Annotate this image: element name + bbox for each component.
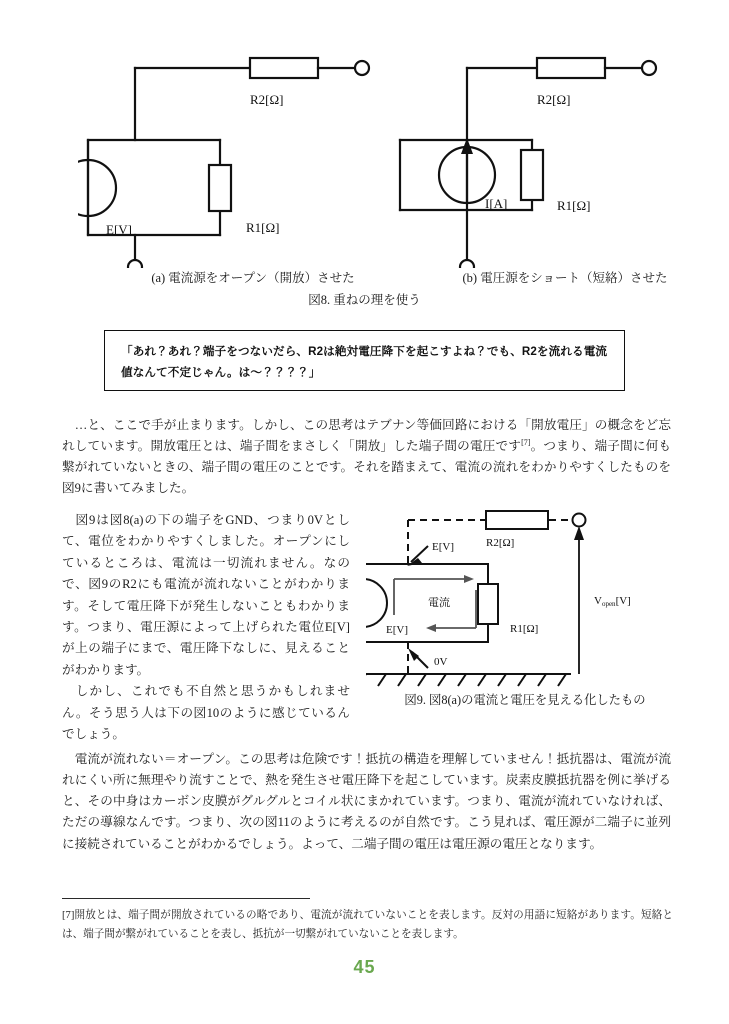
figure-9-svg <box>366 502 686 712</box>
resistor-r2-label: R2[Ω] <box>250 92 284 107</box>
page-number: 45 <box>353 957 376 977</box>
circuit-b-svg <box>392 38 712 268</box>
vopen-label <box>594 595 631 608</box>
source-label-ev: E[V] <box>106 222 132 237</box>
figure-8a-caption: (a) 電流源をオープン（開放）させた <box>151 271 355 285</box>
vopen-unit: [V] <box>615 595 631 607</box>
callout-quote-box <box>104 330 625 391</box>
paragraph-fig9-explanation: 図9は図8(a)の下の端子をGND、つまり0Vとして、電位をわかりやすくしました。オープンにしているところは、電流は一切流れません。なので、図9のR2にも電流が流れないことがわかります。そして電圧降下が発生しないこともわかります。つまり、電圧源によって上げられた電位E[V]が上の端子にまで、電圧降下なしに、見えることがわかります。 <box>62 513 351 677</box>
callout-quote-text: 「あれ？あれ？端子をつないだら、R2は絶対電圧降下を起こすよね？でも、R2を流れる電流値なんて不定じゃん。は〜？？？？」 <box>121 345 608 380</box>
ground-symbol <box>366 674 571 686</box>
paragraph-resistor-structure <box>62 749 671 855</box>
open-terminal <box>573 514 586 527</box>
node-label-0v: 0V <box>434 656 448 668</box>
voltage-source-symbol <box>78 140 116 235</box>
resistor-r1-label: R1[Ω] <box>246 220 280 235</box>
footnote-7: [7]開放とは、端子間が開放されているの略であり、電流が流れていないことを表します。反対の用語に短絡があります。短絡とは、端子間が繋がれていることを表し、抵抗が一切繋がれていないことを表します。 <box>62 910 673 941</box>
vopen-main: V <box>594 595 602 607</box>
terminal-top <box>355 61 369 75</box>
terminal-bottom <box>460 260 474 268</box>
current-source-symbol <box>439 138 495 203</box>
paragraph-intro <box>62 415 671 500</box>
resistor-r1-label: R1[Ω] <box>557 198 591 213</box>
paragraph-intro-part2: 。つまり、端子間に何も繋がれていないときの、端子間の電圧のことです。それを踏まえて、電流の流れをわかりやすくしたものを図9に書いてみました。 <box>62 439 672 496</box>
node-label-ev-top: E[V] <box>432 541 454 553</box>
footnote-reference-7: [7] <box>521 437 531 447</box>
circuit-a-svg <box>78 38 398 268</box>
node-label-ev-left: E[V] <box>386 624 408 636</box>
voltage-source-symbol <box>366 564 387 642</box>
vopen-sub: open <box>601 600 616 608</box>
footnote-separator <box>62 898 310 899</box>
paragraph-intro-part1: …と、ここで手が止まります。しかし、この思考はテブナン等価回路における「開放電圧」の概念をど忘れしています。開放電圧とは、端子間をまさしく「開放」した端子間の電圧です <box>62 418 671 454</box>
figure-8-subcaptions <box>0 268 729 290</box>
source-label-ia: I[A] <box>485 196 508 211</box>
current-flow-label: 電流 <box>428 597 450 609</box>
paragraph-unnatural: しかし、これでも不自然と思うかもしれません。そう思う人は下の図10のように感じているんでしょう。 <box>62 684 351 742</box>
resistor-r1-body <box>478 584 498 624</box>
resistor-r2-label: R2[Ω] <box>486 537 515 549</box>
resistor-r2-label: R2[Ω] <box>537 92 571 107</box>
figure-8b-caption: (b) 電圧源をショート（短絡）させた <box>462 271 668 285</box>
paragraph-resistor-structure-text: 電流が流れない＝オープン。この思考は危険です！抵抗の構造を理解していません！抵抗器は、電流が流れにくい所に無理やり流すことで、熱を発生させ電圧降下を起こしています。炭素皮膜抵抗器を例に挙げると、その中身はカーボン皮膜がグルグルとコイル状にまかれています。つまり、電流が流れていなければ、ただの導線なんです。つまり、次の図11のように考えるのが自然です。こう見れば、電圧源が二端子に並列に接続されていることがわかるでしょう。よって、二端子間の電圧は電圧源の電圧となります。 <box>62 752 672 851</box>
terminal-bottom <box>128 260 142 268</box>
terminal-top <box>642 61 656 75</box>
vopen-arrow <box>574 526 584 674</box>
circuit-diagram-b <box>392 38 712 268</box>
figure-8-title: 図8. 重ねの理を使う <box>308 293 421 307</box>
figure-9 <box>366 502 686 712</box>
resistor-r1-label: R1[Ω] <box>510 623 539 635</box>
pointer-arrow-0v <box>408 648 428 668</box>
column-text-left <box>62 510 350 745</box>
figure-8 <box>0 38 729 310</box>
circuit-diagram-a <box>78 38 398 268</box>
figure-9-caption: 図9. 図8(a)の電流と電圧を見える化したもの <box>404 693 646 707</box>
resistor-r2-body <box>486 511 548 529</box>
